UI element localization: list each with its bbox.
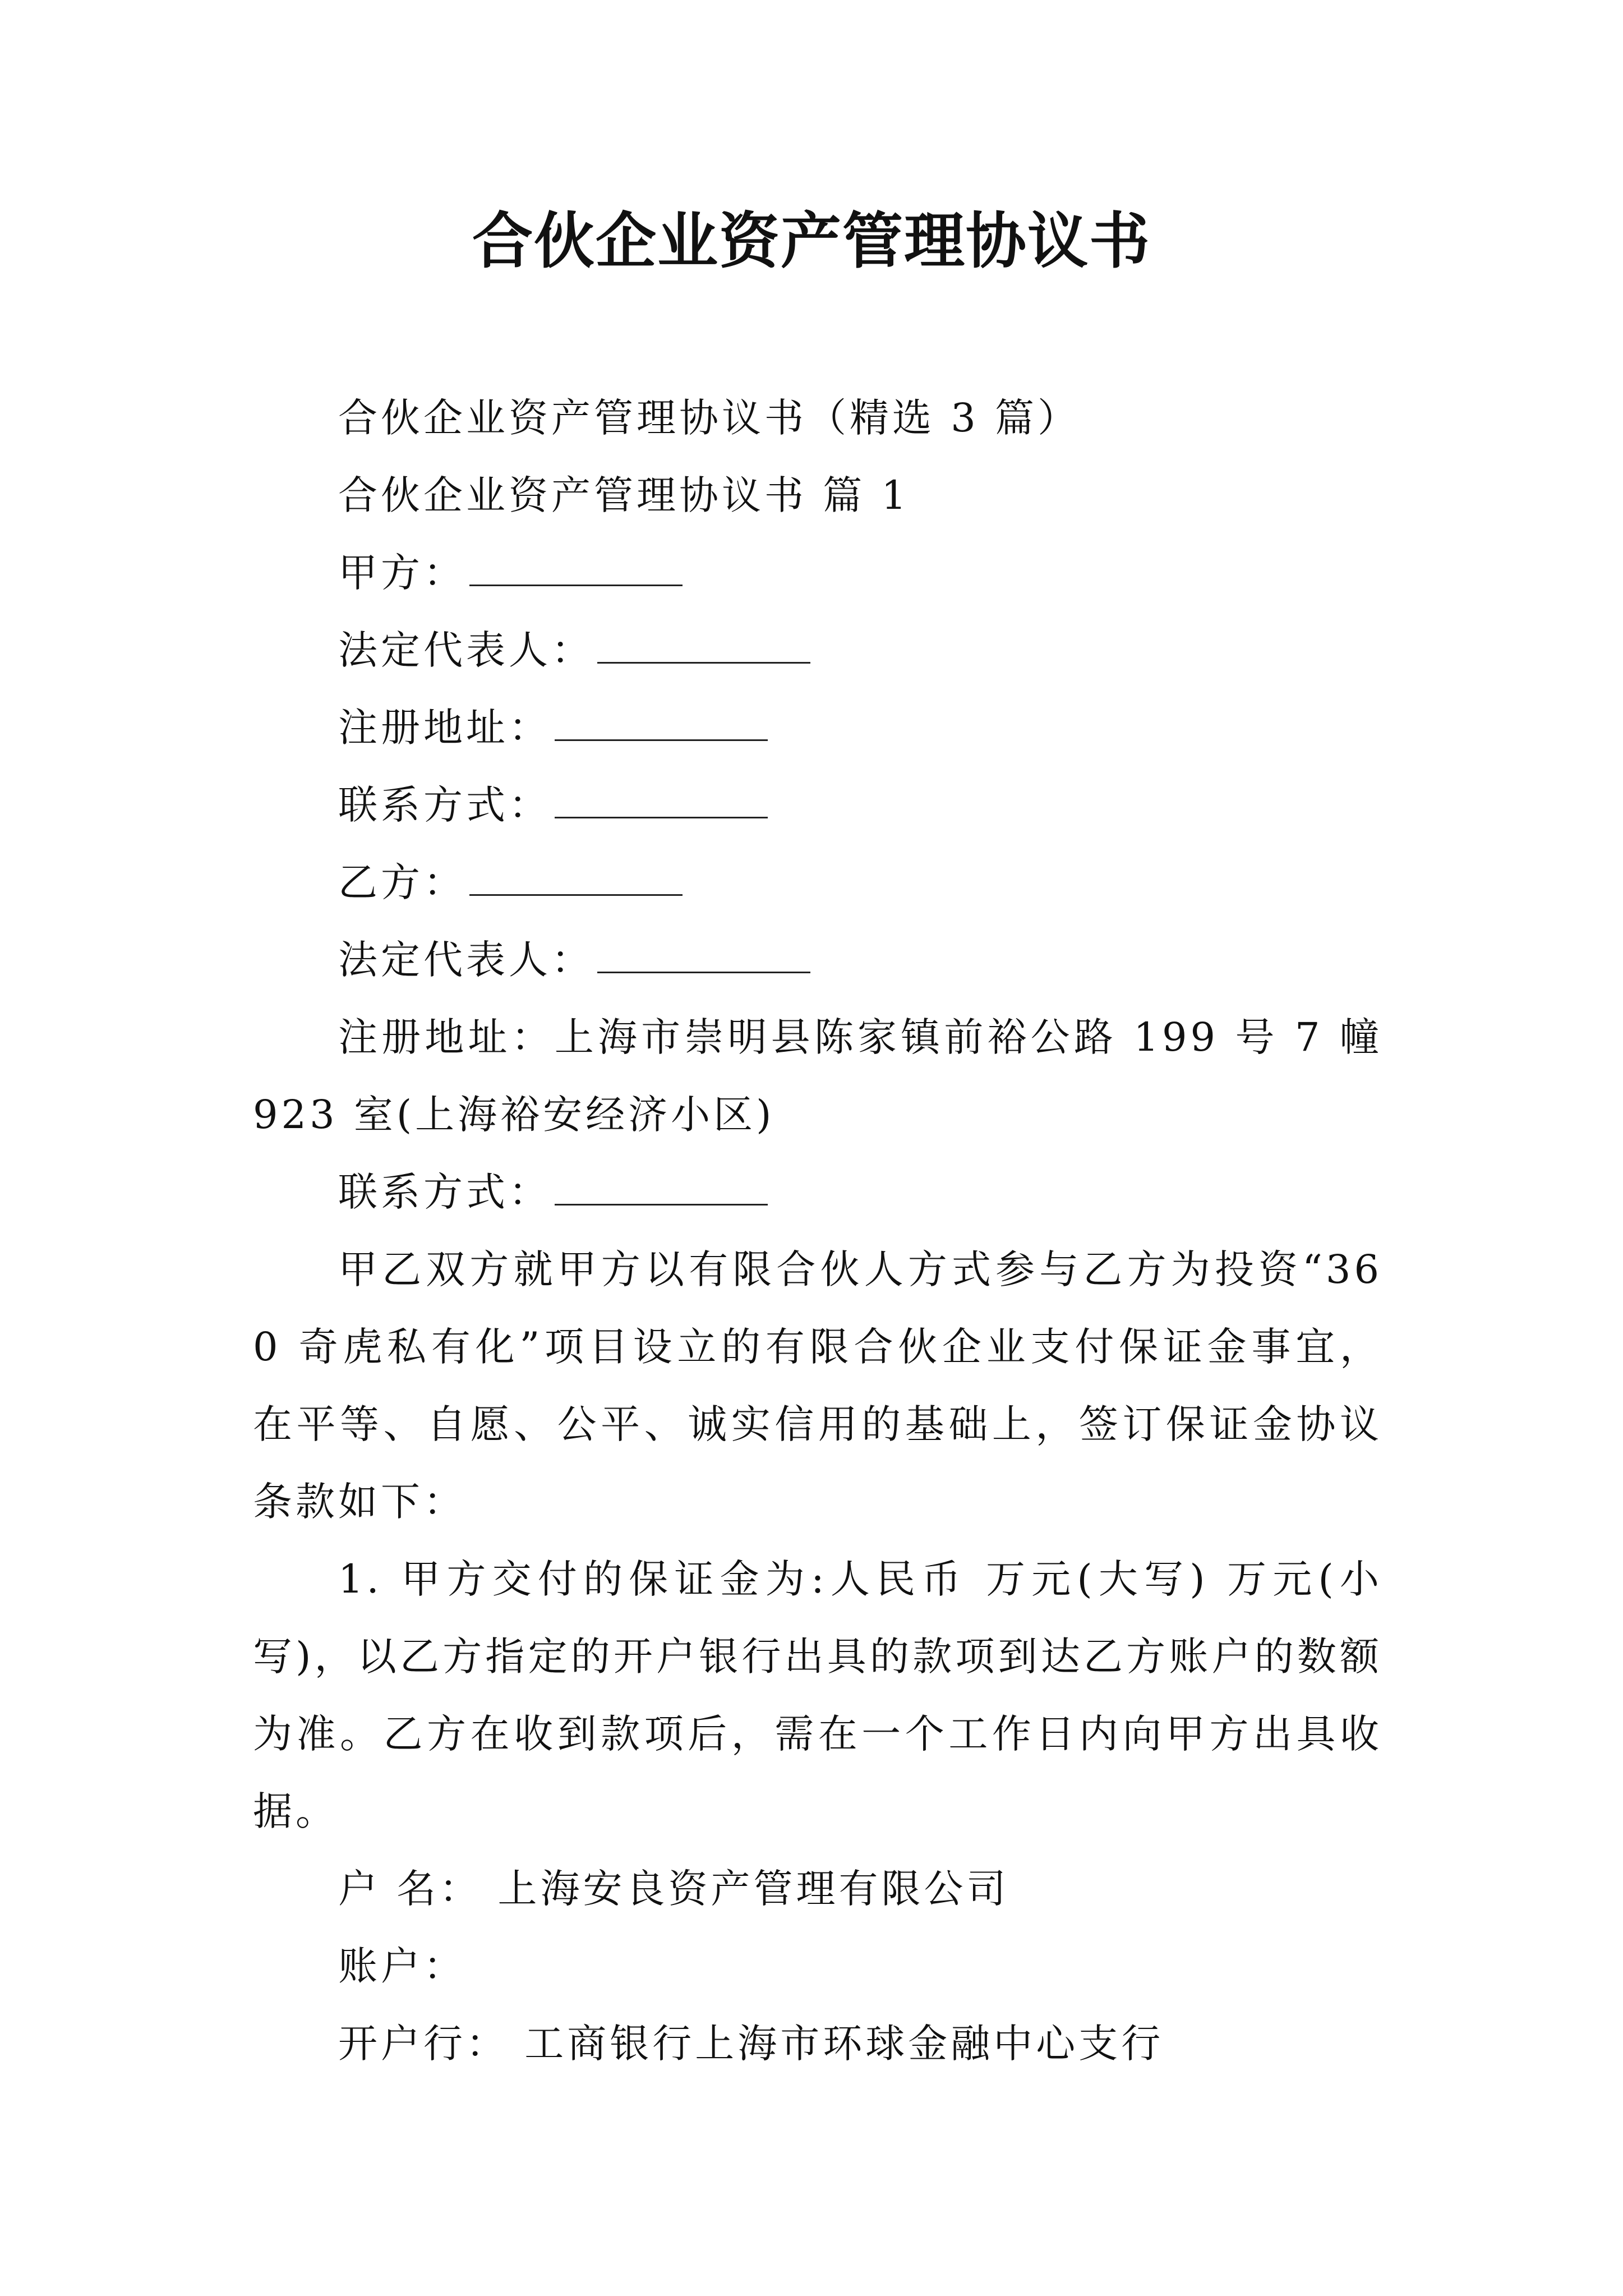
bank-branch: 开户行： 工商银行上海市环球金融中心支行 xyxy=(338,2021,1164,2067)
document-body xyxy=(253,379,1382,2082)
document-title: 合伙企业资产管理协议书 xyxy=(472,206,1151,277)
party-a-rep-line xyxy=(253,611,1382,689)
party-a-address-line xyxy=(253,689,1382,766)
intro-paragraph: 甲乙双方就甲方以有限合伙人方式参与乙方为投资“360 奇虎私有化”项目设立的有限合伙企业支付保证金事宜，在平等、自愿、公平、诚实信用的基础上，签订保证金协议条款如下： xyxy=(253,1246,1382,1525)
party-b-rep-label: 法定代表人： xyxy=(338,937,594,983)
party-a-contact-line xyxy=(253,766,1382,844)
party-b-contact-line xyxy=(253,1153,1382,1231)
subtitle-text: 合伙企业资产管理协议书（精选 3 篇） xyxy=(338,395,1081,441)
party-b-rep-line xyxy=(253,921,1382,999)
party-b-contact-label: 联系方式： xyxy=(338,1169,551,1215)
party-b-label: 乙方： xyxy=(338,859,466,905)
party-a-address-label: 注册地址： xyxy=(338,705,551,751)
fill-in-blank xyxy=(555,1170,768,1205)
party-b-line xyxy=(253,844,1382,921)
party-a-rep-label: 法定代表人： xyxy=(338,627,594,673)
party-a-label: 甲方： xyxy=(338,550,466,596)
party-a-contact-label: 联系方式： xyxy=(338,782,551,828)
fill-in-blank xyxy=(597,938,810,973)
subtitle xyxy=(253,379,1382,457)
part-heading xyxy=(253,457,1382,534)
account-name: 户 名： 上海安良资产管理有限公司 xyxy=(338,1866,1009,1912)
account-number: 账户： xyxy=(338,1943,466,1989)
fill-in-blank xyxy=(469,551,683,586)
part-heading-text: 合伙企业资产管理协议书 篇 1 xyxy=(338,472,910,518)
party-b-address: 注册地址：上海市崇明县陈家镇前裕公路 199 号 7 幢 923 室(上海裕安经济小区) xyxy=(253,1014,1382,1138)
fill-in-blank xyxy=(555,783,768,818)
fill-in-blank xyxy=(555,706,768,741)
clause-1-paragraph: 1. 甲方交付的保证金为:人民币 万元(大写) 万元(小写)，以乙方指定的开户银行出具的款项到达乙方账户的数额为准。乙方在收到款项后，需在一个工作日内向甲方出具收据。 xyxy=(253,1556,1382,1834)
fill-in-blank xyxy=(469,861,683,896)
fill-in-blank xyxy=(597,628,810,664)
party-a-line xyxy=(253,534,1382,611)
